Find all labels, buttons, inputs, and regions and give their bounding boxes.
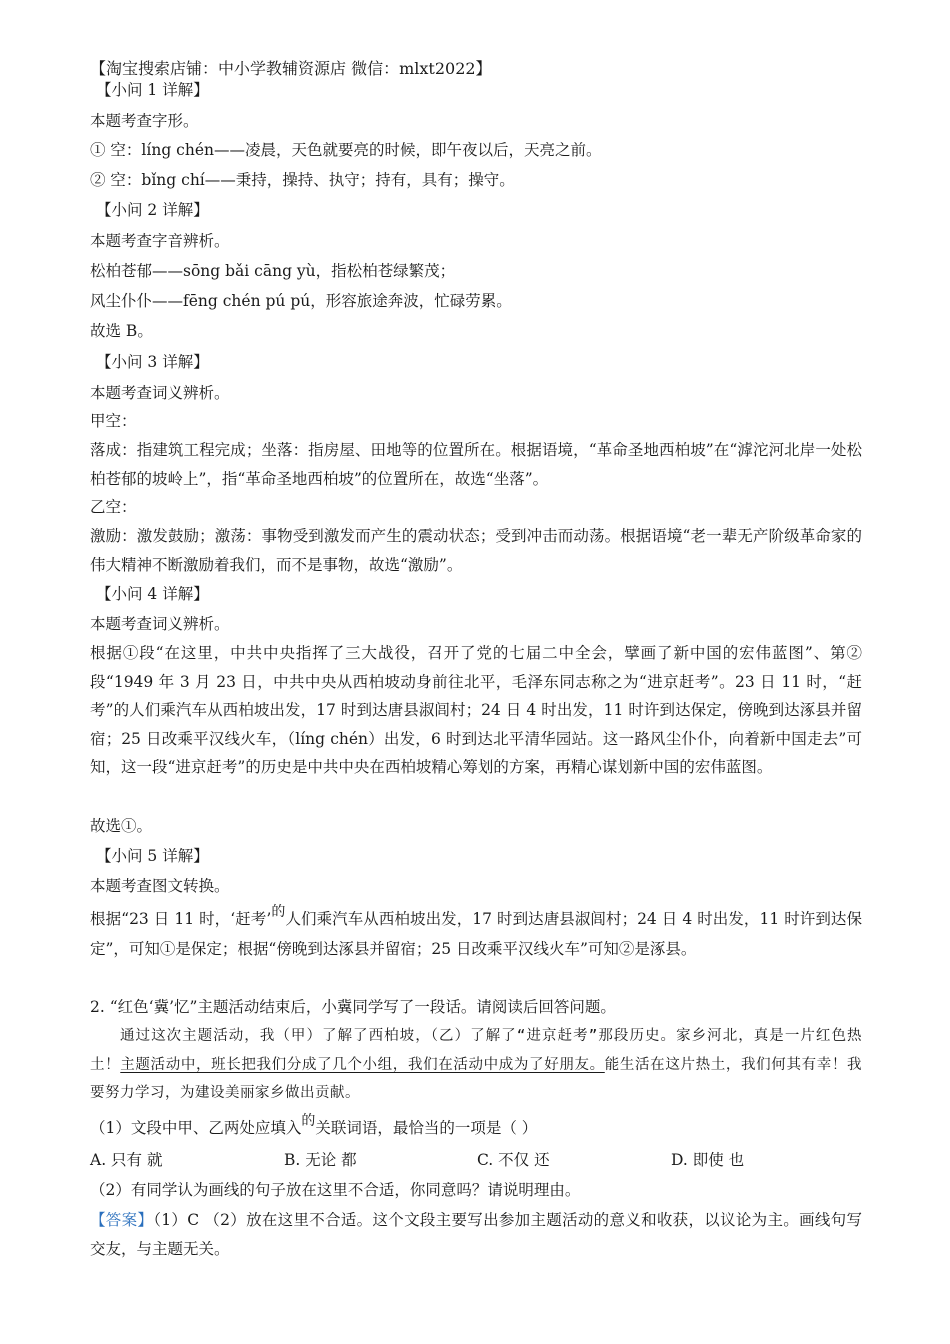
q5-text-b: 人们乘汽车从西柏坡出发，17 时到达唐县淑闾村；24 日 4 时出发，11 时许到达保定”，可知①是保定；根据“傍晚到达涿县并留宿；25 日改乘平汉线火车”可知②是涿县。 — [90, 910, 863, 958]
store-header: 【淘宝搜索店铺：中小学教辅资源店 微信：mlxt2022】 — [90, 59, 492, 78]
essay-underlined-sentence: 主题活动中，班长把我们分成了几个小组，我们在活动中成为了好朋友。 — [120, 1056, 605, 1073]
q5-text-de: 的 — [271, 904, 286, 920]
option-a: A. 只有 就 — [90, 1151, 163, 1169]
option-b: B. 无论 都 — [284, 1151, 357, 1169]
q5-title: 【小问 5 详解】 — [96, 847, 209, 865]
q4-title: 【小问 4 详解】 — [96, 585, 209, 603]
q4-intro: 本题考查词义辨析。 — [90, 615, 230, 633]
option-d: D. 即使 也 — [671, 1151, 745, 1169]
sub1-text-de: 的 — [301, 1113, 316, 1129]
q1-title: 【小问 1 详解】 — [96, 81, 209, 99]
q5-intro: 本题考查图文转换。 — [90, 877, 230, 895]
q1-line-2: ① 空：líng chén——凌晨，天色就要亮的时候，即午夜以后，天亮之前。 — [90, 141, 602, 159]
q2-title: 【小问 2 详解】 — [96, 201, 209, 219]
sub-question-1 — [90, 1113, 538, 1140]
sub-question-2: （2）有同学认为画线的句子放在这里不合适，你同意吗？请说明理由。 — [90, 1181, 581, 1199]
q4-text: 根据①段“在这里，中共中央指挥了三大战役，召开了党的七届二中全会，擘画了新中国的宏伟蓝图”、第②段“1949 年 3 月 23 日，中共中央从西柏坡动身前往北平，毛泽东同志称之为“进京赶考”。23 日 11 时，“赶考”的人们乘汽车从西柏坡出发，17 时到达唐县淑闾村；24 日 4 时出发，11 时许到达保定，傍晚到达涿县并留宿；25 日改乘平汉线火车，（líng chén）出发，6 时到达北平清华园站。这一路风尘仆仆，向着新中国走去”可知，这一段“进京赶考”的历史是中共中央在西柏坡精心筹划的方案，再精心谋划新中国的宏伟蓝图。 — [90, 644, 862, 776]
q3-jia-label: 甲空： — [90, 412, 137, 430]
q2-line-2: 松柏苍郁——sōng bǎi cāng yù，指松柏苍绿繁茂； — [90, 262, 456, 280]
q3-title: 【小问 3 详解】 — [96, 353, 209, 371]
q3-jia-text: 落成：指建筑工程完成；坐落：指房屋、田地等的位置所在。根据语境，“革命圣地西柏坡”在“滹沱河北岸一处松柏苍郁的坡岭上”，指“革命圣地西柏坡”的位置所在，故选“坐落”。 — [90, 441, 862, 488]
question-2-essay — [90, 1022, 862, 1108]
essay-part-b: 能生活在这片热土，我们何其有幸！我要努力学习，为建设美丽家乡做出贡献。 — [90, 1056, 863, 1101]
q5-text-a: 根据“23 日 11 时，‘赶考’ — [90, 910, 272, 928]
q2-line-1: 本题考查字音辨析。 — [90, 232, 230, 250]
q3-yi-label: 乙空： — [90, 498, 137, 516]
q3-intro: 本题考查词义辨析。 — [90, 384, 230, 402]
answer-text: （1）C （2）放在这里不合适。这个文段主要写出参加主题活动的意义和收获，以议论为主。画线句写交友，与主题无关。 — [90, 1211, 862, 1258]
q2-line-3: 风尘仆仆——fēng chén pú pú，形容旅途奔波，忙碌劳累。 — [90, 292, 512, 310]
q1-line-1: 本题考查字形。 — [90, 112, 199, 130]
essay-part-a: 通过这次主题活动，我（甲）了解了西柏坡，（乙）了解了“进京赶考”那段历史。家乡河北，真是一片红色热土！ — [90, 1028, 862, 1073]
answer-block — [90, 1206, 862, 1263]
q2-line-4: 故选 B。 — [90, 322, 153, 340]
q3-yi-text: 激励：激发鼓励；激荡：事物受到激发而产生的震动状态；受到冲击而动荡。根据语境“老一辈无产阶级革命家的伟大精神不断激励着我们，而不是事物，故选“激励”。 — [90, 527, 862, 574]
answer-tag: 【答案】 — [90, 1211, 154, 1229]
sub1-text-a: （1）文段中甲、乙两处应填入 — [90, 1119, 302, 1137]
question-2-stem: 2. “红色‘冀’忆”主题活动结束后，小冀同学写了一段话。请阅读后回答问题。 — [90, 998, 616, 1016]
q4-answer: 故选①。 — [90, 817, 153, 835]
q1-line-3: ② 空：bǐng chí——秉持，操持、执守；持有，具有；操守。 — [90, 171, 515, 189]
sub1-text-b: 关联词语，最恰当的一项是（ ） — [315, 1119, 538, 1137]
q5-text — [90, 905, 862, 963]
option-c: C. 不仅 还 — [477, 1151, 550, 1169]
